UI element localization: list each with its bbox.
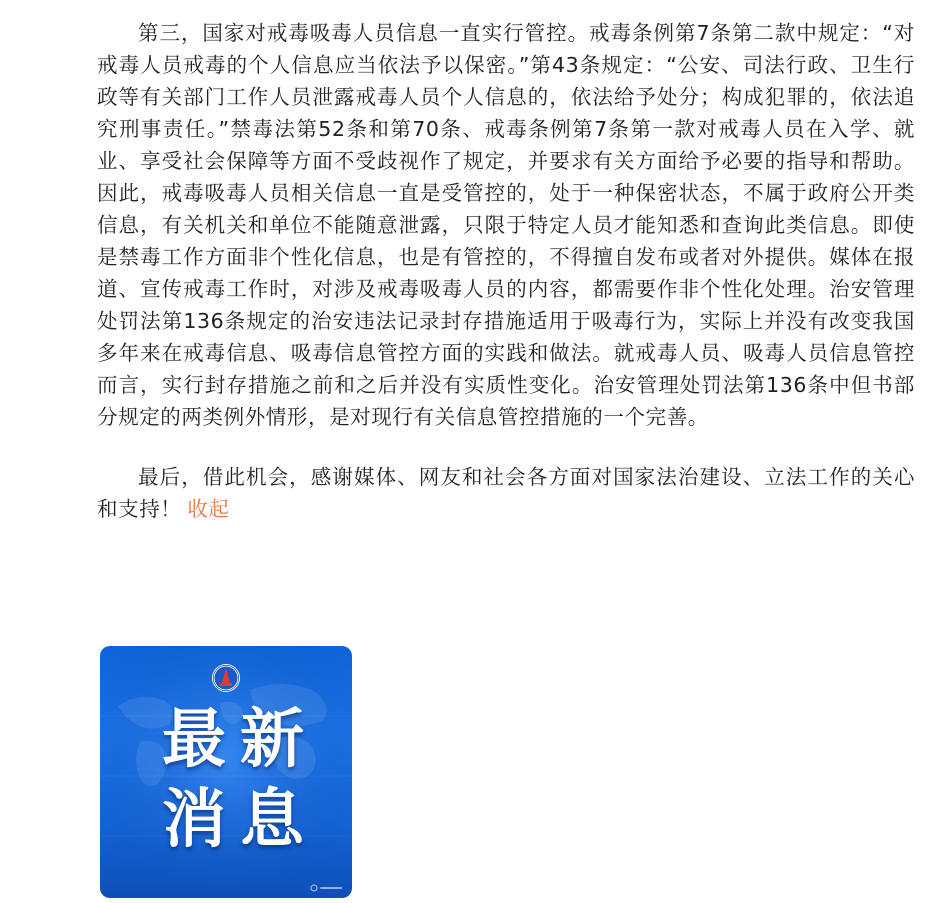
latest-news-image[interactable] bbox=[100, 646, 352, 898]
news-card-title-line-2: 消息 bbox=[162, 783, 318, 857]
watermark-icon bbox=[310, 884, 344, 892]
paragraph-closing bbox=[97, 461, 915, 525]
post-body bbox=[97, 17, 915, 525]
news-card-title-line-1: 最新 bbox=[162, 703, 318, 777]
collapse-link[interactable]: 收起 bbox=[187, 497, 230, 521]
closing-text: 最后，借此机会，感谢媒体、网友和社会各方面对国家法治建设、立法工作的关心和支持！ bbox=[97, 465, 915, 521]
xinhua-emblem-icon bbox=[211, 663, 241, 693]
paragraph-third-point: 第三，国家对戒毒吸毒人员信息一直实行管控。戒毒条例第7条第二款中规定：“对戒毒人员戒毒的个人信息应当依法予以保密。”第43条规定：“公安、司法行政、卫生行政等有关部门工作人员泄露戒毒人员个人信息的，依法给予处分；构成犯罪的，依法追究刑事责任。”禁毒法第52条和第70条、戒毒条例第7条第一款对戒毒人员在入学、就业、享受社会保障等方面不受歧视作了规定，并要求有关方面给予必要的指导和帮助。因此，戒毒吸毒人员相关信息一直是受管控的，处于一种保密状态，不属于政府公开类信息，有关机关和单位不能随意泄露，只限于特定人员才能知悉和查询此类信息。即使是禁毒工作方面非个性化信息，也是有管控的，不得擅自发布或者对外提供。媒体在报道、宣传戒毒工作时，对涉及戒毒吸毒人员的内容，都需要作非个性化处理。治安管理处罚法第136条规定的治安违法记录封存措施适用于吸毒行为，实际上并没有改变我国多年来在戒毒信息、吸毒信息管控方面的实践和做法。就戒毒人员、吸毒人员信息管控而言，实行封存措施之前和之后并没有实质性变化。治安管理处罚法第136条中但书部分规定的两类例外情形，是对现行有关信息管控措施的一个完善。 bbox=[97, 21, 915, 429]
